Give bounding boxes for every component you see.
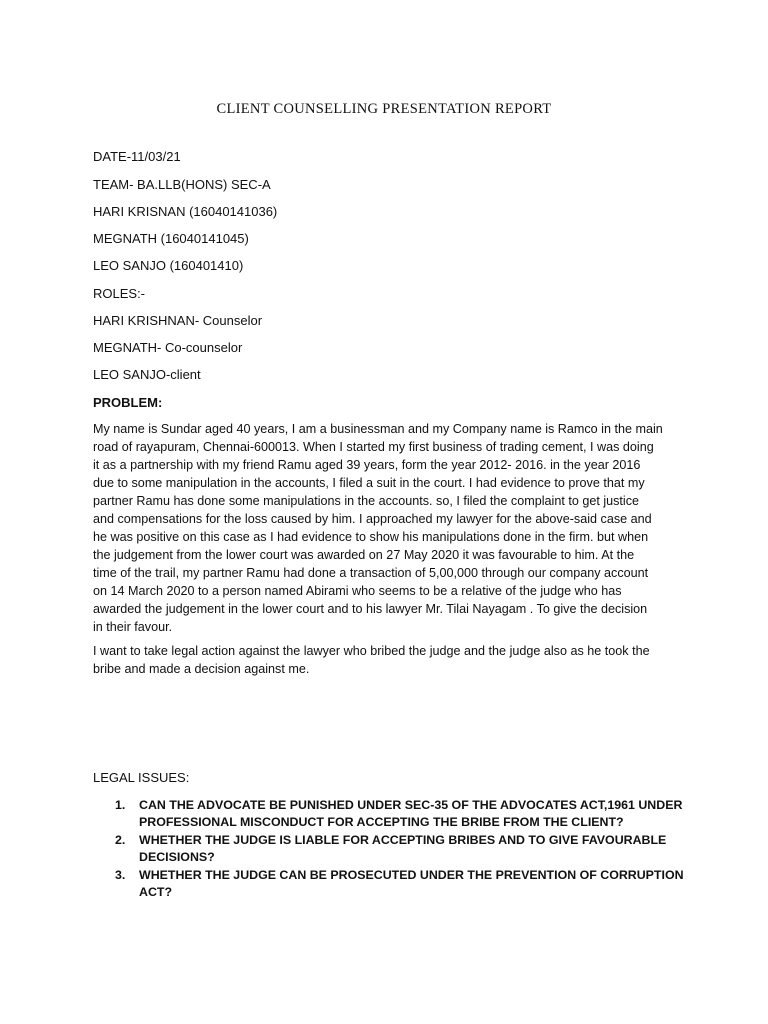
legal-issue-number: 3. xyxy=(115,868,126,882)
role-3: LEO SANJO-client xyxy=(93,367,201,382)
document-title: CLIENT COUNSELLING PRESENTATION REPORT xyxy=(216,101,552,117)
problem-heading: PROBLEM: xyxy=(93,395,163,410)
legal-issue-text: CAN THE ADVOCATE BE PUNISHED UNDER SEC-35 OF THE ADVOCATES ACT,1961 UNDER xyxy=(139,798,683,812)
legal-issue-number: 2. xyxy=(115,833,126,847)
problem-line: and compensations for the loss caused by him. I approached my lawyer for the above-said case and xyxy=(93,512,652,526)
problem-line: in their favour. xyxy=(93,620,173,634)
problem-line: My name is Sundar aged 40 years, I am a businessman and my Company name is Ramco in the main xyxy=(93,422,663,436)
legal-issue-item xyxy=(93,832,683,866)
problem-line: he was positive on this case as I had evidence to show his manipulations done in the firm. but when xyxy=(93,530,649,544)
legal-issue-number: 1. xyxy=(115,798,126,812)
role-1: HARI KRISHNAN- Counselor xyxy=(93,313,263,328)
legal-issue-item xyxy=(93,797,683,831)
legal-issue-text: PROFESSIONAL MISCONDUCT FOR ACCEPTING THE BRIBE FROM THE CLIENT? xyxy=(139,815,624,829)
problem-line: it as a partnership with my friend Ramu aged 39 years, form the year 2012- 2016. in the year 2016 xyxy=(93,458,641,472)
action-line: I want to take legal action against the lawyer who bribed the judge and the judge also as he took the xyxy=(93,644,650,658)
legal-issue-text: DECISIONS? xyxy=(139,850,215,864)
problem-line: partner Ramu has done some manipulations in the accounts. so, I filed the complaint to get justice xyxy=(93,494,640,508)
roles-heading: ROLES:- xyxy=(93,286,146,301)
problem-line: time of the trail, my partner Ramu had done a transaction of 5,00,000 through our company account xyxy=(93,566,649,580)
member-2: MEGNATH (16040141045) xyxy=(93,231,249,246)
problem-line: the judgement from the lower court was awarded on 27 May 2020 it was favourable to him. At the xyxy=(93,548,635,562)
legal-issue-text: ACT? xyxy=(139,885,173,899)
team-line: TEAM- BA.LLB(HONS) SEC-A xyxy=(93,177,271,192)
legal-issue-text: WHETHER THE JUDGE IS LIABLE FOR ACCEPTING BRIBES AND TO GIVE FAVOURABLE xyxy=(139,833,667,847)
member-3: LEO SANJO (160401410) xyxy=(93,258,244,273)
legal-issues-list xyxy=(93,797,683,902)
legal-issues-heading: LEGAL ISSUES: xyxy=(93,770,190,785)
date-line: DATE-11/03/21 xyxy=(93,149,181,164)
problem-line: road of rayapuram, Chennai-600013. When I started my first business of trading cement, I was doing xyxy=(93,440,654,454)
action-line: bribe and made a decision against me. xyxy=(93,662,310,676)
problem-paragraph xyxy=(93,420,683,636)
role-2: MEGNATH- Co-counselor xyxy=(93,340,243,355)
problem-line: awarded the judgement in the lower court and to his lawyer Mr. Tilai Nayagam . To give the decision xyxy=(93,602,648,616)
problem-line: on 14 March 2020 to a person named Abirami who seems to be a relative of the judge who has xyxy=(93,584,622,598)
legal-issue-text: WHETHER THE JUDGE CAN BE PROSECUTED UNDER THE PREVENTION OF CORRUPTION xyxy=(139,868,684,882)
member-1: HARI KRISNAN (16040141036) xyxy=(93,204,278,219)
legal-issue-item xyxy=(93,867,683,901)
action-paragraph xyxy=(93,642,683,678)
problem-line: due to some manipulation in the accounts, I filed a suit in the court. I had evidence to prove that my xyxy=(93,476,645,490)
